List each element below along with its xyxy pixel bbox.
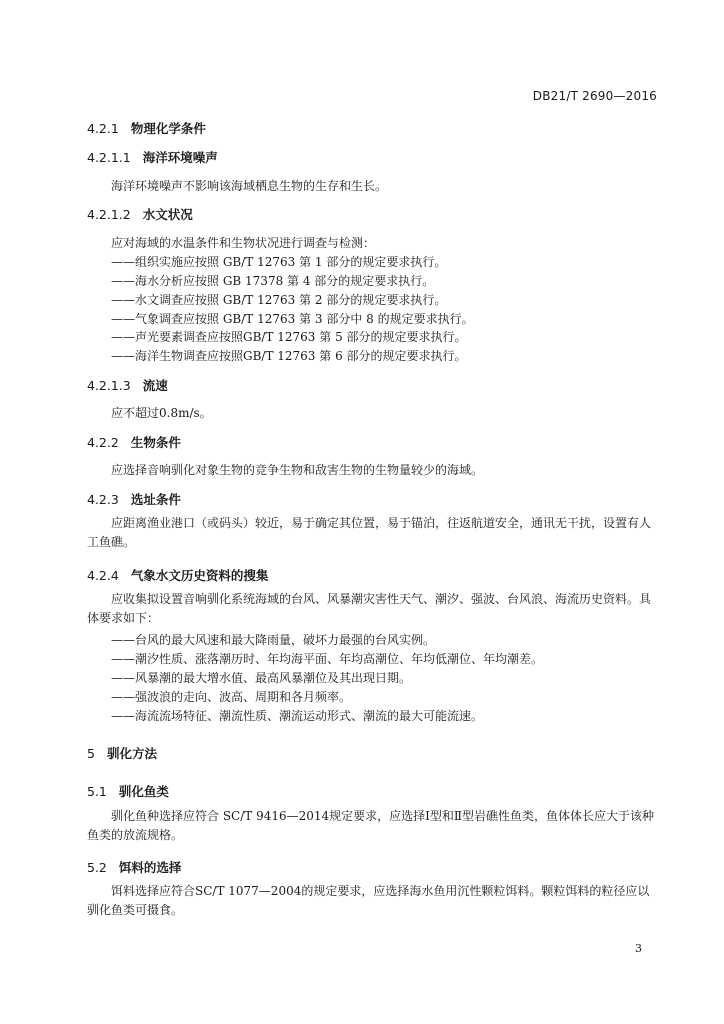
section-number: 4.2.2 [87,435,119,450]
standard-code: DB21/T 2690—2016 [532,89,657,103]
section-number: 5.1 [87,784,107,799]
section-number: 4.2.1.3 [87,378,131,393]
paragraph-4-2-1-3: 应不超过0.8m/s。 [111,406,212,420]
heading-5-1 [87,782,169,800]
list-item: ——海水分析应按照 GB 17378 第 4 部分的规定要求执行。 [111,274,435,288]
section-number: 4.2.4 [87,568,119,583]
section-title: 物理化学条件 [130,121,206,136]
list-item: ——海洋生物调查应按照GB/T 12763 第 6 部分的规定要求执行。 [111,349,467,363]
section-title: 流速 [142,378,168,393]
list-item: ——海流流场特征、潮流性质、潮流运动形式、潮流的最大可能流速。 [111,709,484,723]
section-number: 5.2 [87,860,107,875]
section-title: 驯化鱼类 [118,784,169,799]
section-number: 4.2.1.2 [87,207,131,222]
list-item: ——台风的最大风速和最大降雨量，破坏力最强的台风实例。 [111,633,436,647]
section-title: 饵料的选择 [118,860,182,875]
list-item: ——气象调查应按照 GB/T 12763 第 3 部分中 8 的规定要求执行。 [111,312,474,326]
heading-4-2-3 [87,490,181,508]
paragraph-4-2-1-2-intro: 应对海域的水温条件和生物状况进行调查与检测： [111,236,376,250]
section-title: 选址条件 [130,492,181,507]
heading-4-2-2 [87,433,181,451]
heading-4-2-1-3 [87,376,168,394]
section-number: 4.2.1.1 [87,150,131,165]
section-number: 4.2.3 [87,492,119,507]
paragraph-4-2-3: 应距离渔业港口（或码头）较近，易于确定其位置，易于锚泊，往返航道安全，通讯无干扰，设置有人工鱼礁。 [87,516,652,549]
heading-4-2-4 [87,566,268,584]
heading-4-2-1-1 [87,148,218,166]
page-number: 3 [635,942,642,955]
list-item: ——风暴潮的最大增水值、最高风暴潮位及其出现日期。 [111,671,412,685]
list-item: ——强波浪的走向、波高、周期和各月频率。 [111,690,352,704]
paragraph-4-2-1-1: 海洋环境噪声不影响该海域栖息生物的生存和生长。 [111,179,388,193]
section-title: 生物条件 [130,435,181,450]
section-number: 4.2.1 [87,121,119,136]
heading-4-2-1 [87,119,206,137]
heading-4-2-1-2 [87,205,193,223]
section-number: 5 [87,746,95,761]
list-item: ——组织实施应按照 GB/T 12763 第 1 部分的规定要求执行。 [111,255,447,269]
section-title: 海洋环境噪声 [142,150,218,165]
paragraph-4-2-2: 应选择音响驯化对象生物的竞争生物和敌害生物的生物量较少的海域。 [111,463,484,477]
paragraph-5-1: 驯化鱼种选择应符合 SC/T 9416—2014规定要求，应选择Ⅰ型和Ⅱ型岩礁性鱼类，鱼体体长应大于该种鱼类的放流规格。 [87,809,655,842]
section-title: 驯化方法 [106,746,157,761]
section-title: 气象水文历史资料的搜集 [130,568,269,583]
heading-5 [87,744,157,762]
heading-5-2 [87,858,181,876]
list-item: ——声光要素调查应按照GB/T 12763 第 5 部分的规定要求执行。 [111,330,467,344]
list-item: ——潮汐性质、涨落潮历时、年均海平面、年均高潮位、年均低潮位、年均潮差。 [111,652,544,666]
paragraph-4-2-4-intro: 应收集拟设置音响驯化系统海域的台风、风暴潮灾害性天气、潮汐、强波、台风浪、海流历史资料。具体要求如下： [87,592,652,625]
list-item: ——水文调查应按照 GB/T 12763 第 2 部分的规定要求执行。 [111,293,447,307]
paragraph-5-2: 饵料选择应符合SC/T 1077—2004的规定要求，应选择海水鱼用沉性颗粒饵料。颗粒饵料的粒径应以驯化鱼类可摄食。 [87,884,650,917]
section-title: 水文状况 [142,207,193,222]
